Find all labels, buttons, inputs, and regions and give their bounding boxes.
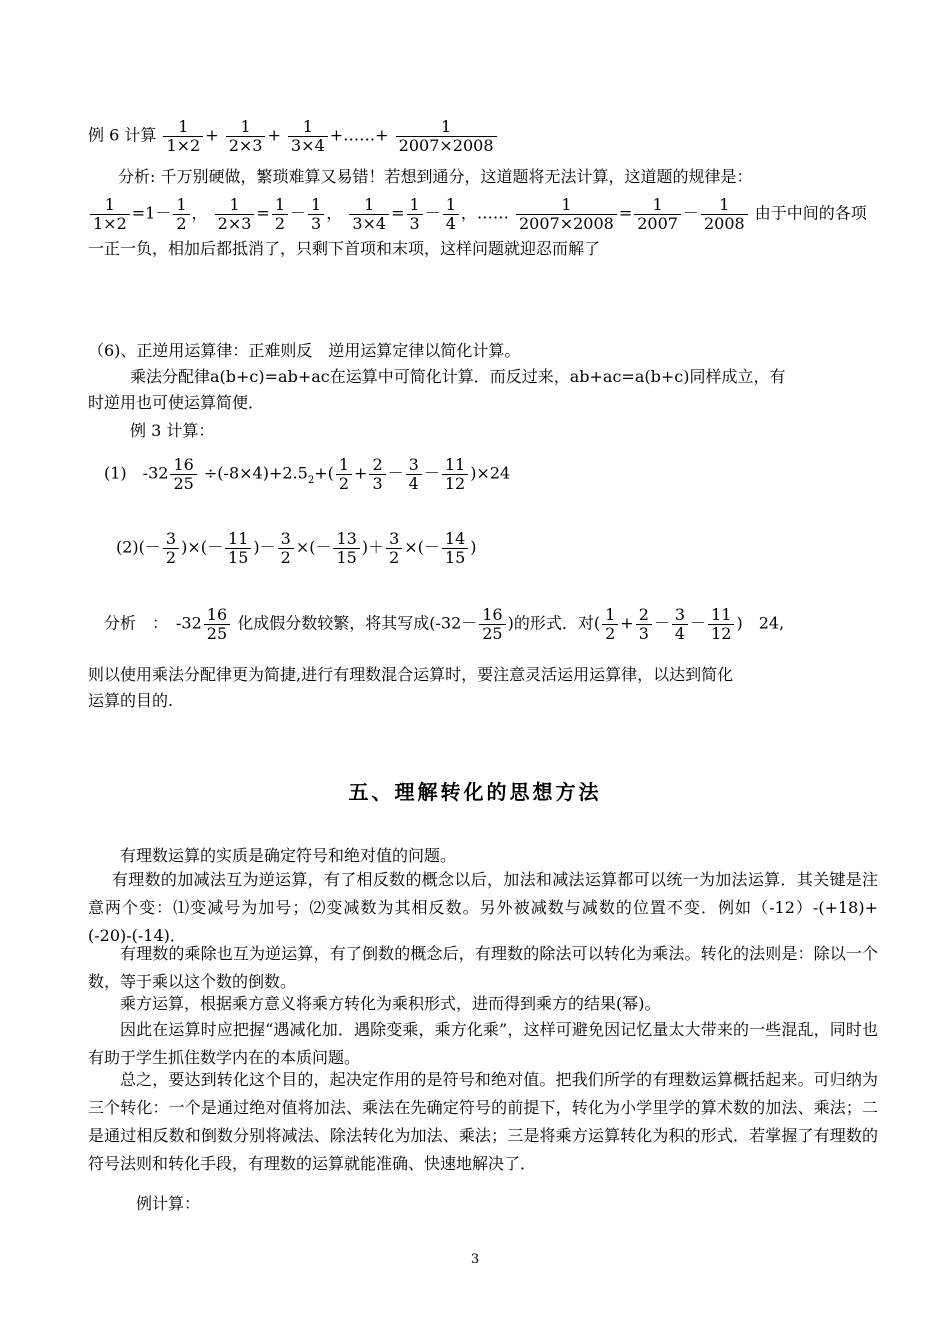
fraction: $\frac{1}{2}$	[602, 606, 618, 642]
fraction: $\frac{3}{2}$	[386, 530, 402, 566]
fraction: $\frac{16}{25}$	[170, 456, 196, 492]
fraction: $\frac{1}{2007\times 2008}$	[396, 118, 497, 154]
analysis-2-line-2: 则以使用乘法分配律更为简捷,进行有理数混合运算时，要注意灵活运用运算律，以达到简化	[88, 665, 734, 684]
analysis-line-1: 分析: 千万别硬做，繁琐难算又易错！若想到通分，这道题将无法计算，这道题的规律是：	[118, 167, 753, 186]
fraction: $\frac{13}{15}$	[333, 530, 359, 566]
fraction: $\frac{16}{25}$	[204, 606, 230, 642]
section-5-para-7: 例计算：	[136, 1194, 201, 1213]
analysis-line-2: $\frac{1}{1\times 2}$ =1－ $\frac{1}{2}$ ， $\frac{1}{2\times 3}$ = $\frac{1}{2}$ － $\frac{1}{3}$ ， $\frac{1}{3\times 4}$ = $\frac{1}{3}$ － $\frac{1}{4}$ ，…… $\frac{1}{2007\times 2008}$ = $\frac{1}{2007}$ － $\frac{1}{2008}$ 由于中间的各项	[88, 196, 867, 232]
section-5-para-5: 因此在运算时应把握“遇减化加．遇除变乘，乘方化乘”，这样可避免因记忆量太大带来的一些混乱，同时也有助于学生抓住数学内在的本质问题。	[88, 1020, 878, 1067]
fraction: $\frac{1}{2\times 3}$	[215, 196, 255, 232]
fraction: $\frac{1}{3}$	[407, 196, 423, 232]
section-5-para-6: 总之，要达到转化这个目的，起决定作用的是符号和绝对值。把我们所学的有理数运算概括起来。可归纳为三个转化：一个是通过绝对值将加法、乘法在先确定符号的前提下，转化为小学里学的算术数的加法、乘法；二是通过相反数和倒数分别将减法、除法转化为加法、乘法；三是将乘方运算转化为积的形式．若掌握了有理数的符号法则和转化手段，有理数的运算就能准确、快速地解决了．	[88, 1070, 878, 1173]
fraction: $\frac{1}{2}$	[173, 196, 189, 232]
fraction: $\frac{16}{25}$	[479, 606, 505, 642]
fraction: $\frac{14}{15}$	[442, 530, 468, 566]
example-3-label: 例 3 计算：	[130, 421, 215, 440]
fraction: $\frac{3}{4}$	[672, 606, 688, 642]
analysis-2-line-3: 运算的目的.	[88, 691, 174, 710]
section-5-para-4: 乘方运算，根据乘方意义将乘方转化为乘积形式，进而得到乘方的结果(幂)。	[120, 994, 661, 1013]
fraction: $\frac{3}{2}$	[163, 530, 179, 566]
section-6-title: （6)、正逆用运算律：正难则反 逆用运算定律以简化计算。	[88, 341, 521, 360]
page-number: 3	[470, 1252, 480, 1267]
fraction: $\frac{1}{1\times 2}$	[90, 196, 130, 232]
section-5-para-3: 有理数的乘除也互为逆运算，有了倒数的概念后，有理数的除法可以转化为乘法。转化的法则是：除以一个数，等于乘以这个数的倒数。	[88, 944, 878, 991]
analysis-line-3: 一正一负，相加后都抵消了，只剩下首项和末项，这样问题就迎忍而解了	[88, 239, 601, 258]
fraction: $\frac{1}{2007}$	[634, 196, 681, 232]
fraction: $\frac{1}{2}$	[336, 456, 352, 492]
fraction: $\frac{1}{1\times 2}$	[163, 118, 203, 154]
fraction: $\frac{2}{3}$	[636, 606, 652, 642]
fraction: $\frac{11}{15}$	[225, 530, 251, 566]
equation-2: (2)(－ $\frac{3}{2}$ )×(－ $\frac{11}{15}$ )－ $\frac{3}{2}$ ×(－ $\frac{13}{15}$ )＋ $\frac{3}{2}$ ×(－ $\frac{14}{15}$ )	[116, 529, 477, 567]
analysis-2-line-1: 分析 ： -32 $\frac{16}{25}$ 化成假分数较繁，将其写成(-32－ $\frac{16}{25}$ )的形式．对( $\frac{1}{2}$ + $\frac{2}{3}$ － $\frac{3}{4}$ － $\frac{11}{12}$ ) 24,	[104, 605, 785, 643]
fraction: $\frac{1}{2\times 3}$	[226, 118, 266, 154]
equation-1: (1) -32 $\frac{16}{25}$ $\div(-8\times 4)+2.5_2+$( $\frac{1}{2}$ + $\frac{2}{3}$ － $\frac{3}{4}$ － $\frac{11}{12}$ )×24	[104, 455, 511, 493]
fraction: $\frac{2}{3}$	[369, 456, 385, 492]
example-6-label: 例 6 计算	[88, 125, 157, 145]
section-5-heading: 五、理解转化的思想方法	[348, 780, 602, 804]
fraction: $\frac{3}{2}$	[278, 530, 294, 566]
fraction: $\frac{1}{4}$	[443, 196, 459, 232]
section-5-para-2: 有理数的加减法互为逆运算，有了相反数的概念以后，加法和减法运算都可以统一为加法运算．其关键是注意两个变：⑴变减号为加号；⑵变减数为其相反数。另外被减数与减数的位置不变．例如（-12）-(+18)+(-20)-(-14)．	[88, 870, 878, 945]
section-6-para-line-2: 时逆用也可使运算简便．	[88, 393, 265, 412]
fraction: $\frac{1}{2}$	[272, 196, 288, 232]
fraction: $\frac{1}{3\times 4}$	[349, 196, 389, 232]
example-6: 例 6 计算 $\frac{1}{1\times 2}$ + $\frac{1}{2\times 3}$ + $\frac{1}{3\times 4}$ +……+ $\frac{1}{2007\times 2008}$	[88, 118, 499, 154]
fraction: $\frac{1}{2007\times 2008}$	[516, 196, 617, 232]
fraction: $\frac{3}{4}$	[406, 456, 422, 492]
section-6-para-line-1: 乘法分配律a(b+c)=ab+ac在运算中可简化计算．而反过来，ab+ac=a(b+c)同样成立，有	[130, 367, 786, 386]
fraction: $\frac{1}{3\times 4}$	[288, 118, 328, 154]
fraction: $\frac{11}{12}$	[708, 606, 734, 642]
section-5-para-1: 有理数运算的实质是确定符号和绝对值的问题。	[120, 846, 457, 865]
fraction: $\frac{11}{12}$	[442, 456, 468, 492]
fraction: $\frac{1}{3}$	[308, 196, 324, 232]
fraction: $\frac{1}{2008}$	[701, 196, 748, 232]
